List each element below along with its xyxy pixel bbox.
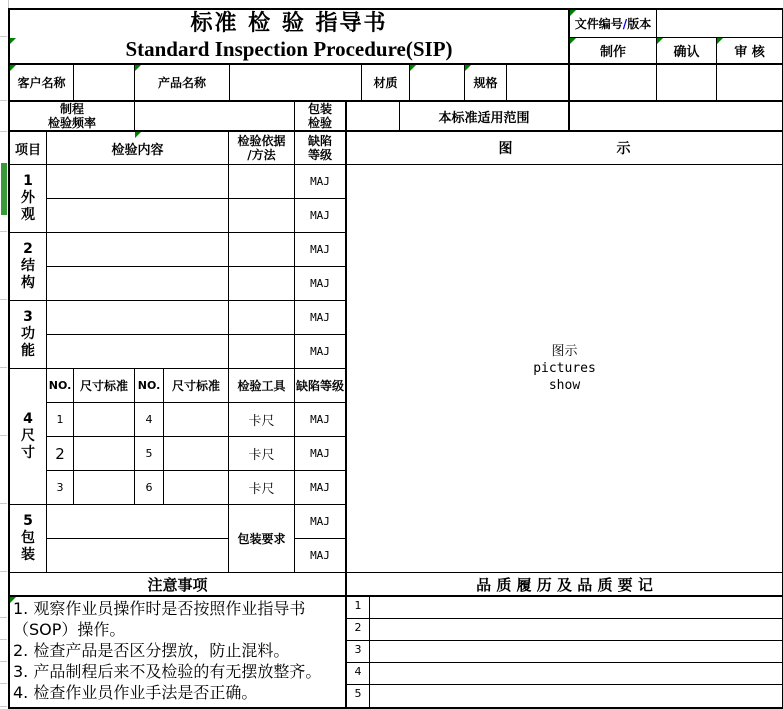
comment-triangle bbox=[717, 38, 723, 44]
notes-body bbox=[10, 597, 347, 707]
confirm-signature[interactable] bbox=[657, 65, 717, 102]
margin-gridline bbox=[0, 36, 7, 37]
left-accent-bar bbox=[1, 163, 7, 215]
defect-grade: MAJ bbox=[295, 403, 347, 437]
dim-std-value[interactable] bbox=[74, 437, 135, 471]
quality-row-value[interactable] bbox=[370, 619, 782, 641]
defect-grade: MAJ bbox=[295, 505, 347, 539]
section-label-dimension: 4 尺 寸 bbox=[10, 369, 47, 505]
dim-std-value[interactable] bbox=[164, 471, 229, 505]
packing-inspection-label: 包装 检验 bbox=[295, 102, 347, 132]
margin-gridline bbox=[0, 131, 7, 132]
make-signature[interactable] bbox=[570, 65, 657, 102]
note-line: 1. 观察作业员操作时是否按照作业指导书 bbox=[13, 599, 306, 618]
quality-row-number: 4 bbox=[347, 663, 370, 685]
page-title bbox=[10, 10, 570, 65]
dim-tool: 卡尺 bbox=[229, 471, 295, 505]
quality-row-number: 2 bbox=[347, 619, 370, 641]
margin-gridline bbox=[0, 639, 7, 640]
process-freq-value[interactable] bbox=[135, 102, 295, 132]
review-signature[interactable] bbox=[717, 65, 782, 102]
margin-gridline bbox=[0, 503, 7, 504]
quality-row-number: 5 bbox=[347, 685, 370, 707]
pictures-placeholder: 图示 pictures show bbox=[533, 344, 596, 393]
margin-gridline bbox=[0, 661, 7, 662]
pictures-area[interactable] bbox=[347, 165, 782, 573]
title-english: Standard Inspection Procedure(SIP) bbox=[125, 37, 453, 61]
notes-title: 注意事项 bbox=[10, 573, 347, 597]
comment-triangle bbox=[465, 65, 471, 71]
margin-gridline bbox=[0, 299, 7, 300]
dim-no: 1 bbox=[47, 403, 74, 437]
section-label-function: 3 功 能 bbox=[10, 301, 47, 369]
comment-triangle bbox=[135, 132, 141, 138]
dim-std-value[interactable] bbox=[74, 403, 135, 437]
defect-grade: MAJ bbox=[295, 301, 347, 335]
sip-form-table bbox=[8, 8, 783, 709]
note-line: 3. 产品制程后来不及检验的有无摆放整齐。 bbox=[13, 662, 322, 681]
note-line: 4. 检查作业员作业手法是否正确。 bbox=[13, 683, 258, 702]
dim-std-header: 尺寸标准 bbox=[164, 369, 229, 403]
margin-gridline bbox=[0, 367, 7, 368]
defect-grade: MAJ bbox=[295, 437, 347, 471]
content-cell[interactable] bbox=[47, 199, 229, 233]
content-cell[interactable] bbox=[47, 233, 229, 267]
customer-label: 客户名称 bbox=[10, 65, 74, 102]
dim-tool: 卡尺 bbox=[229, 437, 295, 471]
margin-gridline bbox=[0, 683, 7, 684]
material-value[interactable] bbox=[410, 65, 465, 102]
quality-row-number: 3 bbox=[347, 641, 370, 663]
basis-cell[interactable] bbox=[229, 335, 295, 369]
dim-no: 3 bbox=[47, 471, 74, 505]
margin-gridline bbox=[0, 231, 7, 232]
content-cell[interactable] bbox=[47, 335, 229, 369]
comment-triangle bbox=[657, 38, 663, 44]
content-cell[interactable] bbox=[47, 165, 229, 199]
defect-grade: MAJ bbox=[295, 267, 347, 301]
section-label-packing: 5 包 装 bbox=[10, 505, 47, 573]
section-label-structure: 2 结 构 bbox=[10, 233, 47, 301]
dim-no-header: NO. bbox=[47, 369, 74, 403]
col-header-chart: 图 示 bbox=[347, 132, 782, 165]
defect-grade: MAJ bbox=[295, 335, 347, 369]
basis-cell[interactable] bbox=[229, 199, 295, 233]
scope-value[interactable] bbox=[570, 102, 782, 132]
dim-no: 5 bbox=[135, 437, 164, 471]
comment-triangle bbox=[570, 38, 576, 44]
comment-triangle bbox=[10, 38, 16, 44]
comment-triangle bbox=[10, 65, 16, 71]
comment-triangle bbox=[410, 65, 416, 71]
customer-value[interactable] bbox=[74, 65, 135, 102]
content-cell[interactable] bbox=[47, 539, 229, 573]
basis-cell[interactable] bbox=[229, 267, 295, 301]
dim-grade-header: 缺陷等级 bbox=[295, 369, 347, 403]
section-label-appearance: 1 外 观 bbox=[10, 165, 47, 233]
dim-std-value[interactable] bbox=[164, 403, 229, 437]
process-freq-label: 制程 检验频率 bbox=[10, 102, 135, 132]
packing-inspection-value[interactable] bbox=[347, 102, 400, 132]
margin-gridline bbox=[0, 617, 7, 618]
margin-gridline bbox=[0, 571, 7, 572]
dim-std-value[interactable] bbox=[74, 471, 135, 505]
content-cell[interactable] bbox=[47, 267, 229, 301]
quality-row-number: 1 bbox=[347, 597, 370, 619]
material-label: 材质 bbox=[362, 65, 410, 102]
defect-grade: MAJ bbox=[295, 471, 347, 505]
doc-number-label: 文件编号 / 版本 bbox=[570, 10, 657, 38]
margin-gridline bbox=[0, 435, 7, 436]
spec-value[interactable] bbox=[507, 65, 570, 102]
defect-grade: MAJ bbox=[295, 165, 347, 199]
basis-cell[interactable] bbox=[229, 233, 295, 267]
product-value[interactable] bbox=[230, 65, 362, 102]
col-header-item: 项目 bbox=[10, 132, 47, 165]
dim-no: 4 bbox=[135, 403, 164, 437]
product-label: 产品名称 bbox=[135, 65, 230, 102]
quality-title: 品 质 履 历 及 品 质 要 记 bbox=[347, 573, 782, 597]
doc-number-value[interactable] bbox=[657, 10, 782, 38]
content-cell[interactable] bbox=[47, 301, 229, 335]
col-header-basis: 检验依据 /方法 bbox=[229, 132, 295, 165]
comment-triangle bbox=[10, 597, 16, 603]
col-header-defect: 缺陷 等级 bbox=[295, 132, 347, 165]
defect-grade: MAJ bbox=[295, 539, 347, 573]
defect-grade: MAJ bbox=[295, 233, 347, 267]
margin-gridline bbox=[8, 0, 9, 8]
slash: / bbox=[622, 16, 628, 31]
quality-row-value[interactable] bbox=[370, 685, 782, 707]
make-label: 制作 bbox=[570, 38, 657, 65]
dim-no: 6 bbox=[135, 471, 164, 505]
comment-triangle bbox=[570, 10, 576, 16]
dim-tool-header: 检验工具 bbox=[229, 369, 295, 403]
dim-std-header: 尺寸标准 bbox=[74, 369, 135, 403]
dim-tool: 卡尺 bbox=[229, 403, 295, 437]
basis-cell[interactable] bbox=[229, 301, 295, 335]
basis-cell[interactable] bbox=[229, 165, 295, 199]
dim-std-value[interactable] bbox=[164, 437, 229, 471]
note-line: 2. 检查产品是否区分摆放，防止混料。 bbox=[13, 641, 290, 660]
quality-row-value[interactable] bbox=[370, 641, 782, 663]
col-header-content: 检验内容 bbox=[47, 132, 229, 165]
title-chinese: 标准 检 验 指导书 bbox=[190, 11, 388, 36]
dim-no: 2 bbox=[47, 437, 74, 471]
spec-label: 规格 bbox=[465, 65, 507, 102]
scope-label: 本标准适用范围 bbox=[400, 102, 570, 132]
packing-requirement-label: 包装要求 bbox=[229, 505, 295, 573]
confirm-label: 确认 bbox=[657, 38, 717, 65]
quality-row-value[interactable] bbox=[370, 663, 782, 685]
defect-grade: MAJ bbox=[295, 199, 347, 233]
review-label: 审 核 bbox=[717, 38, 782, 65]
comment-triangle bbox=[135, 65, 141, 71]
margin-gridline bbox=[0, 100, 7, 101]
margin-gridline bbox=[0, 706, 7, 707]
content-cell[interactable] bbox=[47, 505, 229, 539]
dim-no-header: NO. bbox=[135, 369, 164, 403]
quality-row-value[interactable] bbox=[370, 597, 782, 619]
note-line: （SOP）操作。 bbox=[13, 620, 126, 639]
